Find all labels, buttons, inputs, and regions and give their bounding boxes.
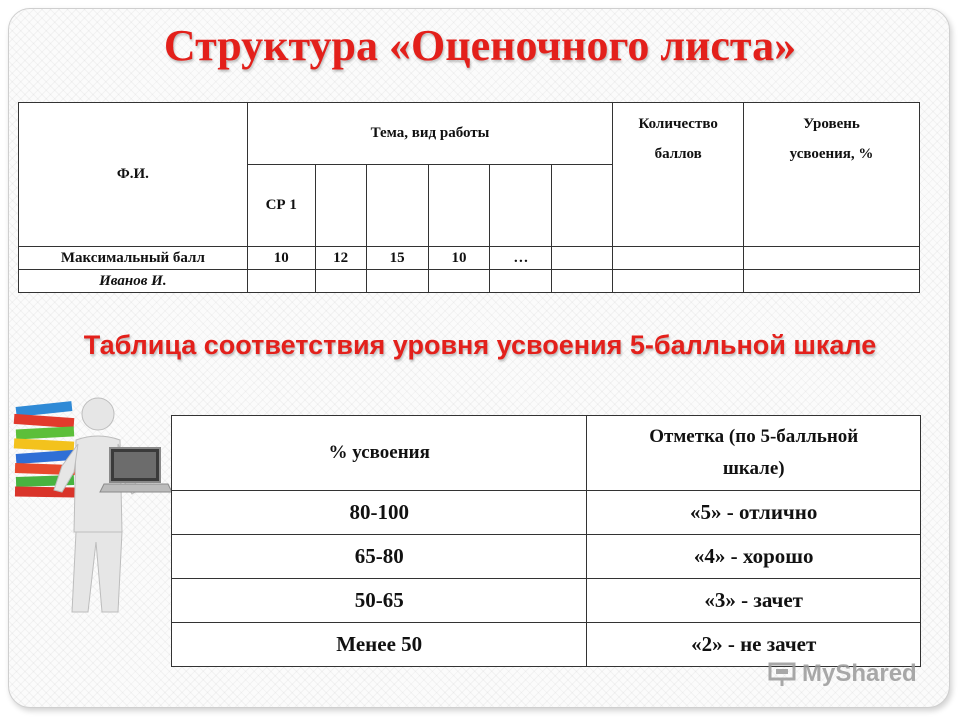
header-level-line1: Уровень (803, 116, 860, 132)
scale-range: Менее 50 (172, 623, 587, 667)
student-cell (744, 270, 920, 293)
student-name: Иванов И. (19, 270, 248, 293)
header-name: Ф.И. (19, 103, 248, 247)
student-cell (428, 270, 490, 293)
scale-range: 65-80 (172, 535, 587, 579)
max-score-cell: 12 (315, 247, 366, 270)
header-topic: Тема, вид работы (247, 103, 612, 165)
max-score-label: Максимальный балл (19, 247, 248, 270)
student-cell (366, 270, 428, 293)
max-score-cell: 15 (366, 247, 428, 270)
watermark-text: MyShared (802, 660, 917, 687)
max-score-cell: 10 (247, 247, 315, 270)
scale-header-grade-line1: Отметка (по 5-балльной (649, 426, 859, 447)
scale-header-grade (587, 416, 921, 491)
header-points (613, 103, 744, 247)
student-cell (490, 270, 552, 293)
table-row (172, 535, 921, 579)
max-score-cell (744, 247, 920, 270)
sub-col-empty (552, 165, 613, 247)
header-level (744, 103, 920, 247)
max-score-cell (613, 247, 744, 270)
laptop-icon (100, 448, 172, 492)
table-row (19, 247, 920, 270)
header-level-line2: усвоения, % (789, 146, 874, 162)
person-with-books-illustration (10, 392, 175, 622)
scale-subtitle: Таблица соответствия уровня усвоения 5-балльной шкале (83, 330, 877, 360)
student-cell (613, 270, 744, 293)
student-cell (315, 270, 366, 293)
projector-screen-icon (768, 661, 798, 687)
max-score-cell (552, 247, 613, 270)
scale-header-percent: % усвоения (172, 416, 587, 491)
scale-range: 50-65 (172, 579, 587, 623)
scale-header-grade-line2: шкале) (722, 458, 785, 479)
scale-grade: «3» - зачет (587, 579, 921, 623)
table-row (172, 579, 921, 623)
table-row (19, 270, 920, 293)
grade-sheet-table (18, 102, 920, 293)
watermark (768, 660, 917, 688)
header-points-line1: Количество (638, 116, 718, 132)
slide-title: Структура «Оценочного листа» (163, 21, 797, 70)
header-points-line2: баллов (654, 146, 702, 162)
table-row (172, 491, 921, 535)
max-score-cell: … (490, 247, 552, 270)
student-cell (247, 270, 315, 293)
student-cell (552, 270, 613, 293)
sub-col-empty (366, 165, 428, 247)
sub-col-sr1: СР 1 (247, 165, 315, 247)
scale-table (171, 415, 921, 667)
scale-grade: «2» - не зачет (587, 623, 921, 667)
sub-col-empty (490, 165, 552, 247)
scale-range: 80-100 (172, 491, 587, 535)
scale-grade: «4» - хорошо (587, 535, 921, 579)
sub-col-empty (428, 165, 490, 247)
scale-grade: «5» - отлично (587, 491, 921, 535)
sub-col-empty (315, 165, 366, 247)
max-score-cell: 10 (428, 247, 490, 270)
